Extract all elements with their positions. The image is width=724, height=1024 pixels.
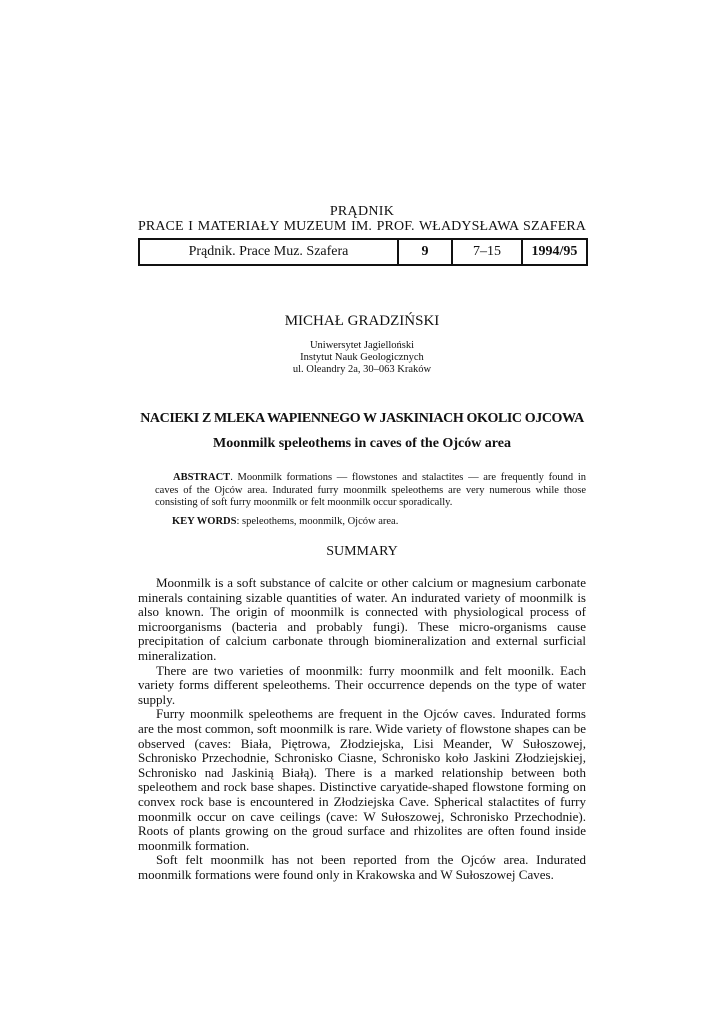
summary-heading: SUMMARY <box>326 544 398 559</box>
summary-paragraph: There are two varieties of moonmilk: furry moonmilk and felt moonilk. Each variety forms different speleothems. Their occurrence depends on the type of water supply. <box>138 662 586 707</box>
keywords-text: : speleothems, moonmilk, Ojców area. <box>236 516 399 527</box>
citation-journal: Prądnik. Prace Muz. Szafera <box>140 240 399 264</box>
summary-paragraph: Moonmilk is a soft substance of calcite or other calcium or magnesium carbonate minerals containing sizable quantities of water. An indurated variety of moonmilk is also known. The origin of moonmilk is connected with physiological process of microorganisms (bacteria and probably fungi). These micro-organisms cause precipitation of calcium carbonate through biomineralization and external surficial mineralization. <box>138 575 586 663</box>
citation-box <box>138 238 588 266</box>
abstract-label: ABSTRACT <box>173 472 231 483</box>
title-english: Moonmilk speleothems in caves of the Ojców area <box>213 436 511 451</box>
keywords-label: KEY WORDS <box>172 516 237 527</box>
affiliation-line: ul. Oleandry 2a, 30–063 Kraków <box>292 364 432 375</box>
citation-pages: 7–15 <box>453 240 523 264</box>
citation-volume: 9 <box>399 240 453 264</box>
journal-name: PRĄDNIK <box>329 204 395 219</box>
keywords <box>172 516 398 527</box>
affiliation-line: Uniwersytet Jagielloński <box>309 340 415 351</box>
journal-subtitle: PRACE I MATERIAŁY MUZEUM IM. PROF. WŁADYSŁAWA SZAFERA <box>138 219 586 234</box>
abstract-text: . Moonmilk formations — flowstones and stalactites — are frequently found in caves of the Ojców area. Indurated furry moonmilk speleothems are very numerous while those consisting of soft furry moonmilk or felt moonmilk occur sporadically. <box>155 472 586 508</box>
summary-body <box>138 576 586 882</box>
title-polish: NACIEKI Z MLEKA WAPIENNEGO W JASKINIACH OKOLIC OJCOWA <box>140 411 584 426</box>
affiliation-line: Instytut Nauk Geologicznych <box>300 352 424 363</box>
citation-year: 1994/95 <box>531 244 578 259</box>
summary-paragraph: Furry moonmilk speleothems are frequent in the Ojców caves. Indurated forms are the most common, soft moonmilk is rare. Wide variety of flowstone shapes can be observed (caves: Biała, Piętrowa, Złodziejska, Lisi Meander, W Sułoszowej, Schronisko Przechodnie, Schronisko Ciasne, Schronisko koło Jaskini Złodziejskiej, Schronisko nad Jaskinią Białą). There is a marked relationship between both speleothem and rock base shapes. Distinctive caryatide-shaped flowstone forming on convex rock base is encountered in Złodziejska Cave. Spherical stalactites of furry moonmilk occur on cave ceilings (cave: W Sułoszowej, Schronisko Przechodnie). Roots of plants growing on the groud surface and rhizolites are often found inside moonmilk formation. <box>138 706 586 853</box>
author-name: MICHAŁ GRADZIŃSKI <box>284 313 440 329</box>
summary-paragraph: Soft felt moonmilk has not been reported from the Ojców area. Indurated moonmilk formations were found only in Krakowska and W Sułoszowej Caves. <box>138 852 586 882</box>
abstract <box>155 472 586 510</box>
